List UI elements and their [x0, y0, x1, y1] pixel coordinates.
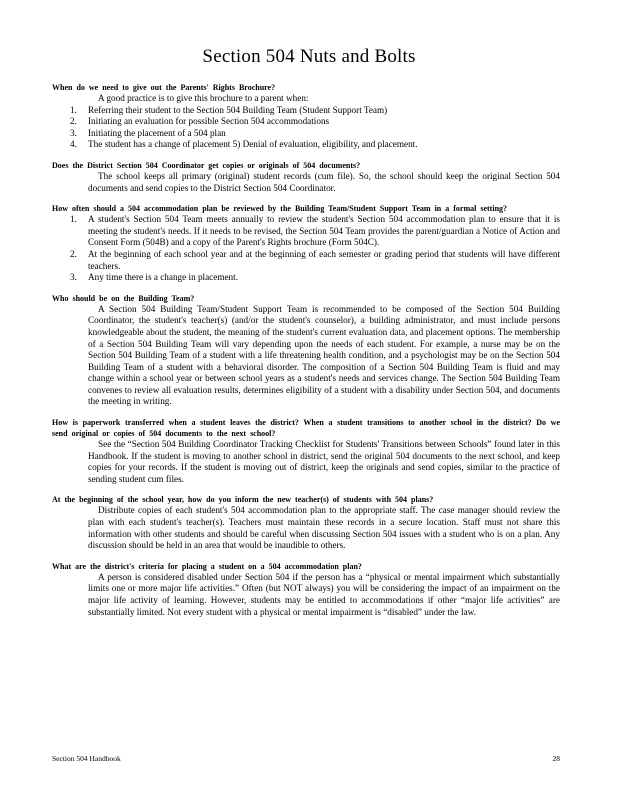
section-question: Who should be on the Building Team?: [52, 293, 195, 303]
section-question: At the beginning of the school year, how do you inform the new teacher(s) of students with 504 plans?: [52, 495, 434, 505]
section-body: The school keeps all primary (original) student records (cum file). So, the school should keep the original Section 504 documents and send copies to the District Section 504 Coordinator.: [88, 170, 560, 193]
section-inform-teachers: [52, 494, 560, 551]
list-item: 2. Initiating an evaluation for possible Section 504 accommodations: [70, 116, 330, 127]
section-plan-review: [52, 203, 560, 284]
section-body: Distribute copies of each student's 504 accommodation plan to the appropriate staff. The case manager should review the plan with each student's teacher(s). Teachers must maintain these records in a secure location. Staff must not share this information with other students and should be careful when discussing Section 504 issues with a student who is on a plan. Any discussion should be held in an area that would be inaudible to others.: [88, 505, 560, 551]
section-question: Does the District Section 504 Coordinator get copies or originals of 504 documents?: [52, 160, 361, 170]
list-item-text: At the beginning of each school year and at the beginning of each semester or grading period that students will have different teachers.: [88, 248, 560, 271]
section-body: See the “Section 504 Building Coordinator Tracking Checklist for Students' Transitions between Schools” found later in this Handbook. If the student is moving to another school in district, send the original 504 documents to the next school, and keep copies for your records. If the student is moving out of district, keep the originals and send copies, similar to the practice of sending student cum files.: [88, 439, 560, 484]
list-item-text: Referring their student to the Section 504 Building Team (Student Support Team): [88, 104, 388, 115]
list-item-text: Initiating the placement of a 504 plan: [88, 127, 226, 138]
list-item-text: Any time there is a change in placement.: [88, 272, 239, 283]
section-question: How often should a 504 accommodation plan be reviewed by the Building Team/Student Support Team in a formal setting?: [52, 204, 508, 214]
list-item-text: A student's Section 504 Team meets annually to review the student's Section 504 accommodation plan to ensure that it is meeting the student's needs. If it needs to be revised, the Section 504 Team provides the parent/guardian a Notice of Action and Consent Form (504B) and a copy of the Parent's Rights brochure (Form 504C).: [88, 214, 560, 248]
section-question: When do we need to give out the Parents' Rights Brochure?: [52, 83, 276, 92]
list-item: 1. Referring their student to the Section 504 Building Team (Student Support Team): [70, 104, 388, 115]
section-placement-criteria: [52, 561, 560, 618]
content: [52, 82, 560, 627]
section-coordinator-copies: [52, 160, 560, 194]
list-item: 3. Initiating the placement of a 504 plan: [70, 127, 226, 138]
list-item: 1. A student's Section 504 Team meets annually to review the student's Section 504 accommodation plan to ensure that it is meeting the student's needs. If it needs to be revised, the Section 504 Team provides the parent/guardian a Notice of Action and Consent Form (504B) and a copy of the Parent's Rights brochure (Form 504C).: [70, 214, 560, 248]
list-item-text: The student has a change of placement 5) Denial of evaluation, eligibility, and placement.: [88, 139, 418, 150]
page-title: Section 504 Nuts and Bolts: [202, 46, 416, 67]
list-item: 4. The student has a change of placement 5) Denial of evaluation, eligibility, and placement.: [70, 139, 418, 150]
page-number: 28: [552, 754, 560, 763]
numbered-list: [52, 214, 560, 284]
section-parents-rights-brochure: [52, 82, 560, 151]
section-question: What are the district's criteria for placing a student on a 504 accommodation plan?: [52, 561, 362, 571]
footer-handbook-title: Section 504 Handbook: [52, 754, 121, 763]
section-question: How is paperwork transferred when a student leaves the district? When a student transitions to another school in the district? Do we send original or copies of 504 documents to the next school?: [52, 418, 560, 439]
list-item: 2. At the beginning of each school year and at the beginning of each semester or grading period that students will have different teachers.: [70, 248, 560, 271]
list-item-text: Initiating an evaluation for possible Section 504 accommodations: [88, 116, 330, 127]
section-building-team: [52, 293, 560, 408]
section-body: A person is considered disabled under Section 504 if the person has a “physical or mental impairment which substantially limits one or more major life activities.” Often (but NOT always) you will be considering the impact of an impairment on the major life activity of learning. However, students may be entitled to accommodations if other “major life activities” are substantially limited. Not every student with a physical or mental impairment is “disabled” under the law.: [88, 571, 560, 617]
section-body: A Section 504 Building Team/Student Support Team is recommended to be composed of the Section 504 Building Coordinator, the student's teacher(s) (and/or the student's counselor), a building administrator, and must include persons knowledgeable about the student, the meaning of the student's current evaluation data, and placement options. The membership of a Section 504 Building Team will vary depending upon the needs of each student. For example, a nurse may be on the Section 504 Building Team of a student with a life threatening health condition, and a psychologist may be on the Section 504 Building Team of a student with a behavioral disorder. The composition of a Section 504 Building Team is fluid and may change within a school year or between school years as a student's needs and services change. The Section 504 Building Team convenes to review all evaluation results, determines eligibility of a student with a disability under Section 504, and documents the meeting in writing.: [88, 303, 560, 407]
list-item: 3. Any time there is a change in placement.: [70, 272, 239, 283]
section-intro: A good practice is to give this brochure to a parent when:: [98, 93, 309, 103]
section-paperwork-transfer: [52, 417, 560, 485]
numbered-list: [52, 105, 560, 151]
